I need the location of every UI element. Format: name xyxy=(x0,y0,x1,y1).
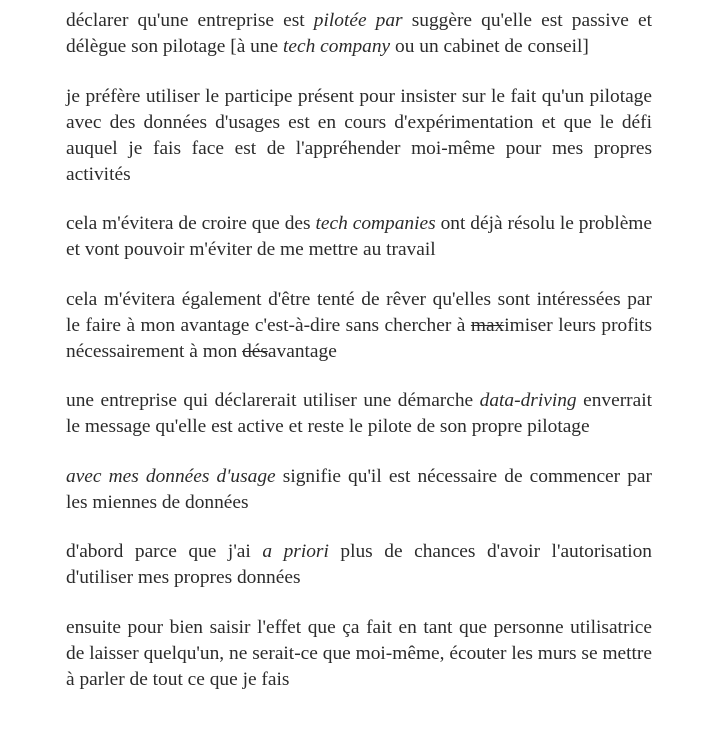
text-segment: déclarer qu'une entreprise est xyxy=(66,10,314,31)
text-segment: enverrait le message qu'elle est active et reste le pilote de son propre pilotage xyxy=(66,390,652,437)
paragraph-murs xyxy=(66,615,652,693)
italic-phrase: tech companies xyxy=(315,213,436,234)
strikethrough-text: dés xyxy=(242,340,268,362)
text-segment: plus de chances d'avoir l'autorisation d'utiliser mes propres données xyxy=(66,541,652,588)
document-body xyxy=(66,8,652,693)
text-segment: ou un cabinet de conseil] xyxy=(390,36,589,57)
italic-phrase: a priori xyxy=(262,541,329,562)
text-segment: d'abord parce que j'ai xyxy=(66,541,263,562)
italic-phrase: pilotée par xyxy=(313,10,403,31)
paragraph-donnees-usage xyxy=(66,464,652,516)
text-segment: je préfère utiliser le participe présent pour insister sur le fait qu'un pilotage avec des données d'usages est en cours d'expérimentation et que le défi auquel je fais face est de l'appréhender moi-même pour mes propres activités xyxy=(66,85,652,185)
text-segment: cela m'évitera également d'être tenté de rêver qu'elles sont intéressées par le faire à mon avantage c'est-à-dire sans chercher à xyxy=(66,288,652,336)
paragraph-pilotee-par xyxy=(66,8,652,60)
paragraph-data-driving xyxy=(66,388,652,440)
italic-phrase: tech company xyxy=(283,36,391,57)
paragraph-tech-companies xyxy=(66,211,652,263)
text-segment: ont déjà résolu le problème et vont pouvoir m'éviter de me mettre au travail xyxy=(66,213,652,260)
text-segment: signifie qu'il est nécessaire de commencer par les miennes de données xyxy=(66,465,652,513)
text-segment: ensuite pour bien saisir l'effet que ça fait en tant que personne utilisatrice de laisser quelqu'un, ne serait-ce que moi-même, écouter les murs se mettre à parler de tout ce que je fais xyxy=(66,616,652,690)
text-segment: une entreprise qui déclarerait utiliser une démarche xyxy=(66,390,480,411)
italic-phrase: data-driving xyxy=(479,390,577,411)
paragraph-profits xyxy=(66,287,652,365)
text-segment: cela m'évitera de croire que des xyxy=(66,213,316,234)
italic-phrase: avec mes données d'usage xyxy=(66,465,276,487)
paragraph-participe-present xyxy=(66,84,652,188)
strikethrough-text: max xyxy=(470,314,505,336)
paragraph-a-priori xyxy=(66,539,652,591)
text-segment: avantage xyxy=(267,340,337,362)
text-segment: suggère qu'elle est passive et délègue son pilotage [à une xyxy=(66,10,652,57)
text-segment: imiser leurs profits nécessairement à mon xyxy=(66,314,652,362)
